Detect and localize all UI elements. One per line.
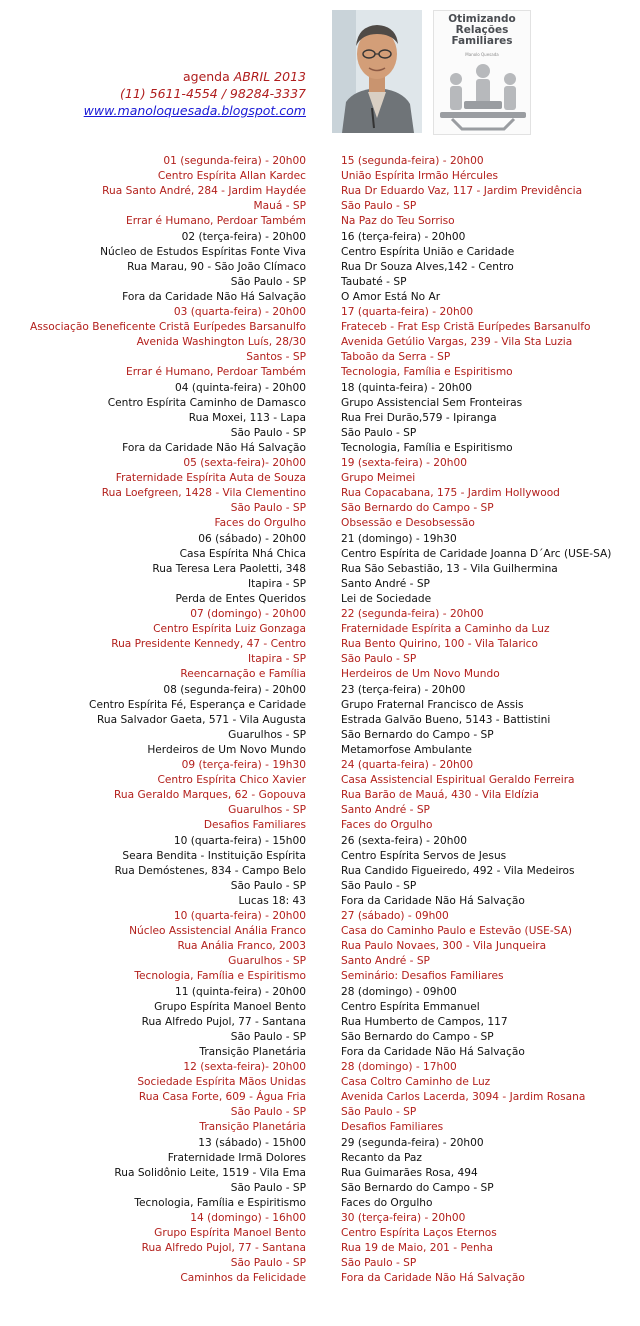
schedule-row <box>0 290 640 305</box>
schedule-row <box>0 864 640 879</box>
schedule-row <box>0 622 640 637</box>
right-column-line: Rua Humberto de Campos, 117 <box>341 1015 508 1028</box>
schedule-row <box>0 683 640 698</box>
schedule-row <box>0 1226 640 1241</box>
left-column-line: Avenida Washington Luís, 28/30 <box>136 336 306 349</box>
right-column-line: 15 (segunda-feira) - 20h00 <box>341 155 484 167</box>
right-column-line: Fora da Caridade Não Há Salvação <box>341 894 525 907</box>
schedule-row <box>0 1030 640 1045</box>
schedule-row <box>0 773 640 788</box>
schedule-row <box>0 547 640 562</box>
right-column-line: Rua Guimarães Rosa, 494 <box>341 1166 478 1179</box>
schedule-row <box>0 184 640 199</box>
left-column-line: Seara Bendita - Instituição Espírita <box>122 849 306 862</box>
left-column-line: Rua Casa Forte, 609 - Água Fria <box>138 1091 306 1104</box>
speaker-photo <box>332 10 422 133</box>
schedule-row <box>0 698 640 713</box>
left-column-line: Rua Marau, 90 - São João Clímaco <box>127 260 306 273</box>
right-column-line: Faces do Orgulho <box>341 1196 433 1209</box>
schedule-row <box>0 1181 640 1196</box>
right-column-line: União Espírita Irmão Hércules <box>341 170 499 183</box>
schedule-row <box>0 199 640 214</box>
right-column-line: Rua Candido Figueiredo, 492 - Vila Medeiros <box>341 864 575 877</box>
schedule-row <box>0 607 640 622</box>
schedule-row <box>0 592 640 607</box>
schedule-row <box>0 245 640 260</box>
schedule-row <box>0 1241 640 1256</box>
book-title-line-1: Otimizando <box>448 13 516 25</box>
schedule-row <box>0 713 640 728</box>
right-column-line: Lei de Sociedade <box>341 592 432 605</box>
left-column-line: Fraternidade Irmã Dolores <box>167 1151 306 1164</box>
left-column-line: Caminhos da Felicidade <box>180 1272 306 1285</box>
left-column-line: Tecnologia, Família e Espiritismo <box>134 970 306 983</box>
right-column-line: Fora da Caridade Não Há Salvação <box>341 1272 525 1285</box>
agenda-month: ABRIL 2013 <box>233 69 306 84</box>
right-column-line: Casa Coltro Caminho de Luz <box>341 1076 491 1089</box>
right-column-line: 22 (segunda-feira) - 20h00 <box>341 608 484 620</box>
left-column-line: São Paulo - SP <box>230 1257 306 1270</box>
schedule-row <box>0 743 640 758</box>
schedule-row <box>0 924 640 939</box>
schedule-row <box>0 652 640 667</box>
schedule-row <box>0 758 640 773</box>
right-column-line: 24 (quarta-feira) - 20h00 <box>341 759 474 771</box>
left-column-line: Casa Espírita Nhá Chica <box>179 547 306 560</box>
right-column-line: Rua Copacabana, 175 - Jardim Hollywood <box>341 487 560 500</box>
right-column-line: São Paulo - SP <box>341 1257 417 1270</box>
schedule-row <box>0 365 640 380</box>
left-column-line: São Paulo - SP <box>230 502 306 515</box>
right-column-line: São Bernardo do Campo - SP <box>341 502 494 515</box>
right-column-line: Rua Barão de Mauá, 430 - Vila Eldízia <box>341 789 539 802</box>
left-column-line: São Paulo - SP <box>230 426 306 439</box>
book-title-line-2: Relações <box>455 24 509 36</box>
right-column-line: Desafios Familiares <box>341 1121 444 1134</box>
left-column-line: São Paulo - SP <box>230 879 306 892</box>
schedule-row <box>0 1151 640 1166</box>
right-column-line: Rua Paulo Novaes, 300 - Vila Junqueira <box>341 940 547 953</box>
right-column-line: Grupo Fraternal Francisco de Assis <box>341 698 524 711</box>
schedule-row <box>0 818 640 833</box>
left-column-line: Guarulhos - SP <box>228 804 306 817</box>
left-column-line: 08 (segunda-feira) - 20h00 <box>163 683 306 696</box>
right-column-line: Taubaté - SP <box>341 275 407 288</box>
schedule-row <box>0 214 640 229</box>
left-column-line: Associação Beneficente Cristã Eurípedes Barsanulfo <box>30 321 306 334</box>
right-column-line: 26 (sexta-feira) - 20h00 <box>341 834 467 847</box>
right-column-line: 17 (quarta-feira) - 20h00 <box>341 306 474 318</box>
schedule-row <box>0 320 640 335</box>
schedule-row <box>0 728 640 743</box>
right-column-line: Centro Espírita Laços Eternos <box>341 1227 497 1240</box>
right-column-line: Santo André - SP <box>341 804 430 817</box>
left-column-line: São Paulo - SP <box>230 1030 306 1043</box>
right-column-line: Metamorfose Ambulante <box>341 743 472 756</box>
left-column-line: Núcleo Assistencial Anália Franco <box>129 925 306 938</box>
right-column-line: 29 (segunda-feira) - 20h00 <box>341 1136 484 1149</box>
left-column-line: Rua Alfredo Pujol, 77 - Santana <box>141 1015 306 1028</box>
left-column-line: São Paulo - SP <box>230 1181 306 1194</box>
right-column-line: Recanto da Paz <box>341 1151 422 1164</box>
left-column-line: Rua Alfredo Pujol, 77 - Santana <box>141 1242 306 1255</box>
right-column-line: Frateceb - Frat Esp Cristã Eurípedes Barsanulfo <box>341 321 591 334</box>
right-column-line: 16 (terça-feira) - 20h00 <box>341 230 466 243</box>
schedule-row <box>0 1136 640 1151</box>
schedule-row <box>0 456 640 471</box>
left-column-line: Reencarnação e Família <box>180 668 306 681</box>
left-column-line: Centro Espírita Allan Kardec <box>157 170 306 183</box>
left-column-line: 13 (sábado) - 15h00 <box>198 1136 306 1149</box>
right-column-line: O Amor Está No Ar <box>341 290 441 303</box>
right-column-line: São Bernardo do Campo - SP <box>341 728 494 741</box>
right-column-line: 28 (domingo) - 17h00 <box>341 1061 457 1073</box>
schedule-row <box>0 169 640 184</box>
left-column-line: Rua Moxei, 113 - Lapa <box>188 411 306 424</box>
right-column-line: Grupo Assistencial Sem Fronteiras <box>341 396 523 409</box>
schedule-row <box>0 1045 640 1060</box>
left-column-line: Núcleo de Estudos Espíritas Fonte Viva <box>100 245 306 258</box>
right-column-line: Rua Dr Souza Alves,142 - Centro <box>341 260 514 273</box>
right-column-line: Centro Espírita de Caridade Joanna D´Arc (USE-SA) <box>341 547 612 560</box>
left-column-line: Rua Salvador Gaeta, 571 - Vila Augusta <box>96 713 306 726</box>
left-column-line: Grupo Espírita Manoel Bento <box>154 1000 306 1013</box>
right-column-line: Faces do Orgulho <box>341 819 433 832</box>
right-column-line: Tecnologia, Família e Espiritismo <box>341 441 513 454</box>
left-column-line: 04 (quinta-feira) - 20h00 <box>175 381 306 394</box>
right-column-line: 30 (terça-feira) - 20h00 <box>341 1212 466 1224</box>
schedule-row <box>0 849 640 864</box>
schedule-row <box>0 1271 640 1286</box>
right-column-line: Avenida Getúlio Vargas, 239 - Vila Sta Luzia <box>341 336 573 349</box>
schedule-row <box>0 471 640 486</box>
left-column-line: 10 (quarta-feira) - 20h00 <box>173 910 306 922</box>
schedule-row <box>0 803 640 818</box>
schedule-row <box>0 1000 640 1015</box>
schedule-row <box>0 260 640 275</box>
right-column-line: 18 (quinta-feira) - 20h00 <box>341 381 472 394</box>
right-column-line: Grupo Meimei <box>341 472 416 485</box>
right-column-line: Fora da Caridade Não Há Salvação <box>341 1045 525 1058</box>
left-column-line: Centro Espírita Fé, Esperança e Caridade <box>89 698 306 711</box>
right-column-line: 19 (sexta-feira) - 20h00 <box>341 457 467 469</box>
right-column-line: Obsessão e Desobsessão <box>341 517 475 530</box>
schedule-row <box>0 396 640 411</box>
speaker-photo-illustration <box>332 10 422 133</box>
schedule-row <box>0 441 640 456</box>
left-column-line: Transição Planetária <box>199 1121 306 1134</box>
left-column-line: Rua Loefgreen, 1428 - Vila Clementino <box>101 487 306 500</box>
schedule-row <box>0 909 640 924</box>
schedule-row <box>0 985 640 1000</box>
schedule-row <box>0 305 640 320</box>
right-column-line: Centro Espírita Servos de Jesus <box>341 849 507 862</box>
left-column-line: Rua Anália Franco, 2003 <box>177 940 306 953</box>
schedule-row <box>0 335 640 350</box>
left-column-line: Fora da Caridade Não Há Salvação <box>122 441 306 454</box>
right-column-line: Centro Espírita União e Caridade <box>341 245 515 258</box>
left-column-line: Herdeiros de Um Novo Mundo <box>147 743 306 756</box>
right-column-line: 23 (terça-feira) - 20h00 <box>341 683 466 696</box>
left-column-line: 01 (segunda-feira) - 20h00 <box>163 155 306 167</box>
left-column-line: 03 (quarta-feira) - 20h00 <box>173 306 306 318</box>
right-column-line: Estrada Galvão Bueno, 5143 - Battistini <box>341 713 551 726</box>
left-column-line: Fraternidade Espírita Auta de Souza <box>115 472 306 485</box>
right-column-line: São Paulo - SP <box>341 426 417 439</box>
left-column-line: Perda de Entes Queridos <box>175 592 306 605</box>
schedule-row <box>0 1105 640 1120</box>
left-column-line: Errar é Humano, Perdoar Também <box>126 366 306 379</box>
right-column-line: São Bernardo do Campo - SP <box>341 1181 494 1194</box>
schedule-row <box>0 788 640 803</box>
right-column-line: São Bernardo do Campo - SP <box>341 1030 494 1043</box>
schedule-row <box>0 954 640 969</box>
schedule-row <box>0 1015 640 1030</box>
book-title <box>434 14 530 47</box>
right-column-line: Na Paz do Teu Sorriso <box>341 215 455 228</box>
left-column-line: 12 (sexta-feira)- 20h00 <box>183 1061 306 1073</box>
book-author: Manolo Quesada <box>465 52 499 57</box>
left-column-line: Fora da Caridade Não Há Salvação <box>122 290 306 303</box>
left-column-line: 05 (sexta-feira)- 20h00 <box>183 457 306 469</box>
right-column-line: Rua Dr Eduardo Vaz, 117 - Jardim Previdência <box>341 185 583 198</box>
schedule-row <box>0 667 640 682</box>
right-column-line: Casa Assistencial Espiritual Geraldo Ferreira <box>341 774 575 787</box>
right-column-line: São Paulo - SP <box>341 1106 417 1119</box>
schedule-row <box>0 1166 640 1181</box>
right-column-line: Casa do Caminho Paulo e Estevão (USE-SA) <box>341 925 572 938</box>
schedule-row <box>0 350 640 365</box>
left-column-line: Errar é Humano, Perdoar Também <box>126 215 306 228</box>
left-column-line: 14 (domingo) - 16h00 <box>190 1212 306 1224</box>
left-column-line: Lucas 18: 43 <box>238 894 306 907</box>
schedule-row <box>0 230 640 245</box>
right-column-line: Taboão da Serra - SP <box>341 351 451 364</box>
left-column-line: Tecnologia, Família e Espiritismo <box>134 1196 306 1209</box>
right-column-line: Rua 19 de Maio, 201 - Penha <box>341 1242 493 1255</box>
left-column-line: Desafios Familiares <box>203 819 306 832</box>
agenda-title <box>84 68 306 85</box>
left-column-line: Centro Espírita Chico Xavier <box>157 774 306 787</box>
right-column-line: Rua Bento Quirino, 100 - Vila Talarico <box>341 638 538 651</box>
right-column-line: São Paulo - SP <box>341 653 417 666</box>
schedule-row <box>0 1211 640 1226</box>
left-column-line: 11 (quinta-feira) - 20h00 <box>175 985 306 998</box>
left-column-line: 02 (terça-feira) - 20h00 <box>181 230 306 243</box>
left-column-line: 09 (terça-feira) - 19h30 <box>181 759 306 771</box>
header-text <box>84 68 306 119</box>
book-cover-figures-illustration <box>434 57 532 135</box>
left-column-line: Sociedade Espírita Mãos Unidas <box>137 1076 306 1089</box>
left-column-line: Rua Geraldo Marques, 62 - Gopouva <box>114 789 306 802</box>
schedule-row <box>0 1060 640 1075</box>
phone-number: (11) 5611-4554 / 98284-3337 <box>119 86 306 101</box>
right-column-line: 28 (domingo) - 09h00 <box>341 985 457 998</box>
schedule-row <box>0 562 640 577</box>
agenda-prefix: agenda <box>182 69 234 84</box>
schedule-row <box>0 426 640 441</box>
left-column-line: 07 (domingo) - 20h00 <box>190 608 306 620</box>
schedule-row <box>0 969 640 984</box>
left-column-line: Itapira - SP <box>248 577 306 590</box>
left-column-line: Rua Demóstenes, 834 - Campo Belo <box>114 864 306 877</box>
right-column-line: 21 (domingo) - 19h30 <box>341 532 457 545</box>
schedule-row <box>0 879 640 894</box>
left-column-line: Faces do Orgulho <box>214 517 306 530</box>
website-link[interactable]: www.manoloquesada.blogspot.com <box>83 103 306 118</box>
schedule-row <box>0 1090 640 1105</box>
left-column-line: Guarulhos - SP <box>228 955 306 968</box>
left-column-line: 10 (quarta-feira) - 15h00 <box>173 834 306 847</box>
schedule-row <box>0 1256 640 1271</box>
right-column-line: São Paulo - SP <box>341 200 417 213</box>
book-title-line-3: Familiares <box>451 35 513 47</box>
right-column-line: Herdeiros de Um Novo Mundo <box>341 668 500 681</box>
left-column-line: Itapira - SP <box>248 653 306 666</box>
left-column-line: Rua Santo André, 284 - Jardim Haydée <box>102 185 306 198</box>
left-column-line: Santos - SP <box>246 351 306 364</box>
book-cover <box>433 10 531 135</box>
right-column-line: Centro Espírita Emmanuel <box>341 1000 480 1013</box>
right-column-line: Santo André - SP <box>341 577 430 590</box>
left-column-line: Rua Solidônio Leite, 1519 - Vila Ema <box>114 1166 306 1179</box>
right-column-line: Rua São Sebastião, 13 - Vila Guilhermina <box>341 562 558 575</box>
right-column-line: São Paulo - SP <box>341 879 417 892</box>
schedule-row <box>0 1075 640 1090</box>
right-column-line: Avenida Carlos Lacerda, 3094 - Jardim Rosana <box>341 1091 586 1104</box>
left-column-line: São Paulo - SP <box>230 1106 306 1119</box>
schedule-row <box>0 411 640 426</box>
right-column-line: Santo André - SP <box>341 955 430 968</box>
left-column-line: Guarulhos - SP <box>228 728 306 741</box>
left-column-line: Grupo Espírita Manoel Bento <box>154 1227 306 1240</box>
schedule-row <box>0 275 640 290</box>
schedule-row <box>0 939 640 954</box>
left-column-line: São Paulo - SP <box>230 275 306 288</box>
left-column-line: 06 (sábado) - 20h00 <box>198 532 306 545</box>
left-column-line: Transição Planetária <box>199 1045 306 1058</box>
right-column-line: Fraternidade Espírita a Caminho da Luz <box>341 623 550 636</box>
right-column-line: Seminário: Desafios Familiares <box>341 970 504 983</box>
schedule-row <box>0 894 640 909</box>
right-column-line: Rua Frei Durão,579 - Ipiranga <box>341 411 497 424</box>
schedule-row <box>0 1196 640 1211</box>
left-column-line: Rua Teresa Lera Paoletti, 348 <box>152 562 306 575</box>
right-column-line: 27 (sábado) - 09h00 <box>341 910 449 922</box>
schedule-row <box>0 1120 640 1135</box>
schedule-row <box>0 381 640 396</box>
left-column-line: Rua Presidente Kennedy, 47 - Centro <box>111 638 306 651</box>
right-column-line: Tecnologia, Família e Espiritismo <box>341 366 513 379</box>
schedule-row <box>0 516 640 531</box>
schedule-row <box>0 501 640 516</box>
schedule-row <box>0 532 640 547</box>
left-column-line: Mauá - SP <box>253 200 306 213</box>
schedule-row <box>0 577 640 592</box>
schedule-row <box>0 637 640 652</box>
schedule-row <box>0 486 640 501</box>
left-column-line: Centro Espírita Caminho de Damasco <box>107 396 306 409</box>
header <box>0 0 640 140</box>
left-column-line: Centro Espírita Luiz Gonzaga <box>153 623 306 636</box>
schedule-row <box>0 154 640 169</box>
schedule-row <box>0 834 640 849</box>
